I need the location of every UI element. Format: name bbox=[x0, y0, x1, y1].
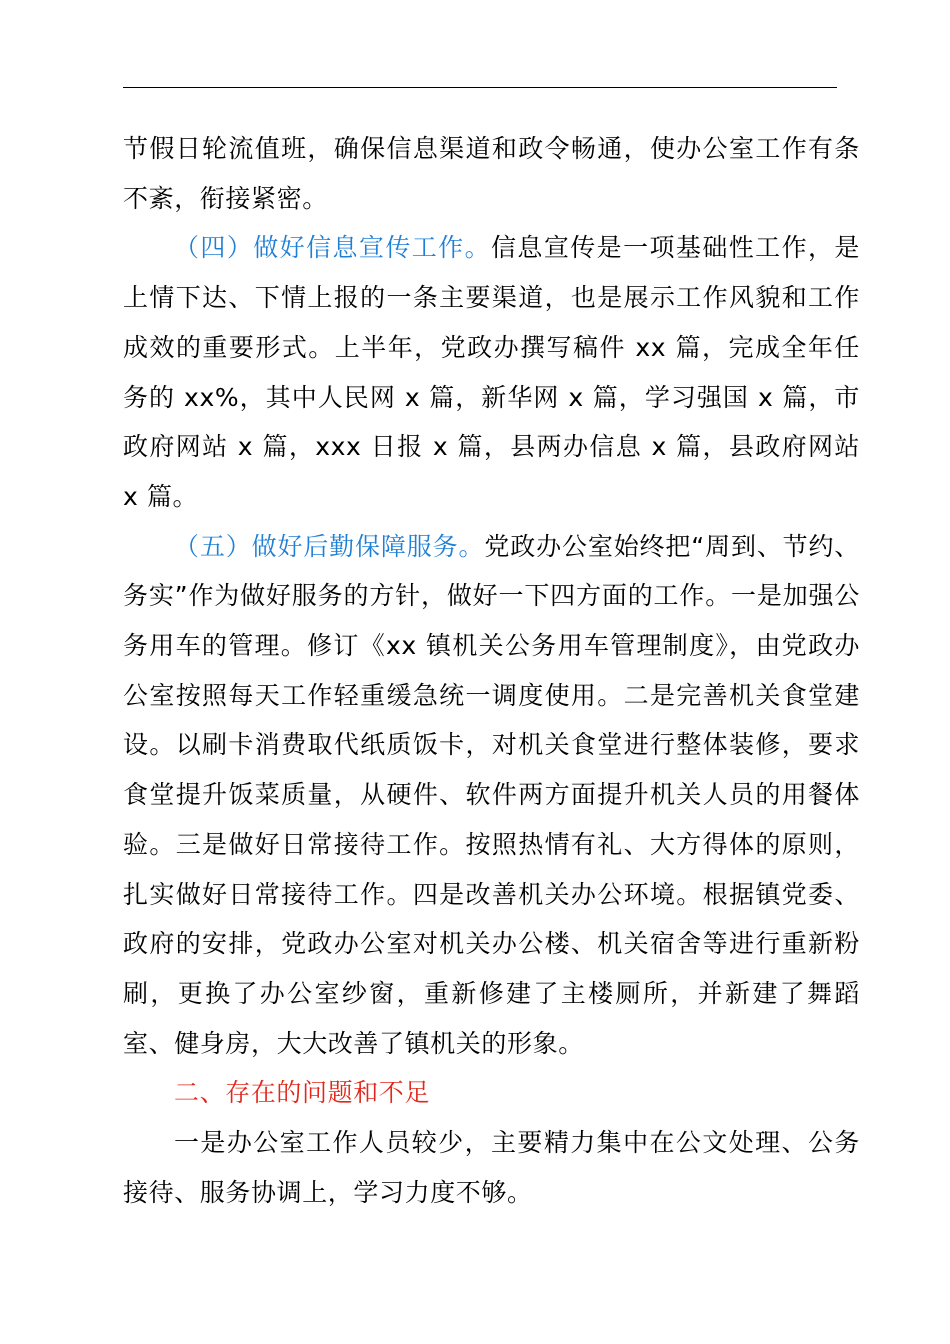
paragraph-continuation: 节假日轮流值班，确保信息渠道和政令畅通，使办公室工作有条不紊，衔接紧密。 bbox=[123, 134, 860, 213]
subheading-info-publicity: （四）做好信息宣传工作。 bbox=[174, 233, 491, 263]
paragraph-logistics-body: 党政办公室始终把“周到、节约、务实”作为做好服务的方针，做好一下四方面的工作。一是加强公务用车的管理。修订《xx 镇机关公务用车管理制度》，由党政办公室按照每天工作轻重缓急统一调度使用。二是完善机关食堂建设。以刷卡消费取代纸质饭卡，对机关食堂进行整体装修，要求食堂提升饭菜质量，从硬件、软件两方面提升机关人员的用餐体验。三是做好日常接待工作。按照热情有礼、大方得体的原则，扎实做好日常接待工作。四是改善机关办公环境。根据镇党委、政府的安排，党政办公室对机关办公楼、机关宿舍等进行重新粉刷，更换了办公室纱窗，重新修建了主楼厕所，并新建了舞蹈室、健身房，大大改善了镇机关的形象。 bbox=[123, 531, 861, 1058]
paragraph-info-publicity bbox=[123, 223, 860, 521]
paragraph-info-publicity-body: 信息宣传是一项基础性工作，是上情下达、下情上报的一条主要渠道，也是展示工作风貌和工作成效的重要形式。上半年，党政办撰写稿件 xx 篇，完成全年任务的 xx%，其中人民网 x 篇，新华网 x 篇，学习强国 x 篇，市政府网站 x 篇，xxx 日报 x 篇，县两办信息 x 篇，县政府网站 x 篇。 bbox=[123, 233, 861, 511]
document-body bbox=[123, 124, 860, 1217]
paragraph-problem-one: 一是办公室工作人员较少，主要精力集中在公文处理、公务接待、服务协调上，学习力度不够。 bbox=[123, 1128, 860, 1207]
subheading-logistics: （五）做好后勤保障服务。 bbox=[174, 531, 485, 561]
paragraph-logistics bbox=[123, 522, 860, 1069]
section-heading-problems: 二、存在的问题和不足 bbox=[174, 1078, 431, 1108]
header-rule bbox=[123, 87, 837, 88]
